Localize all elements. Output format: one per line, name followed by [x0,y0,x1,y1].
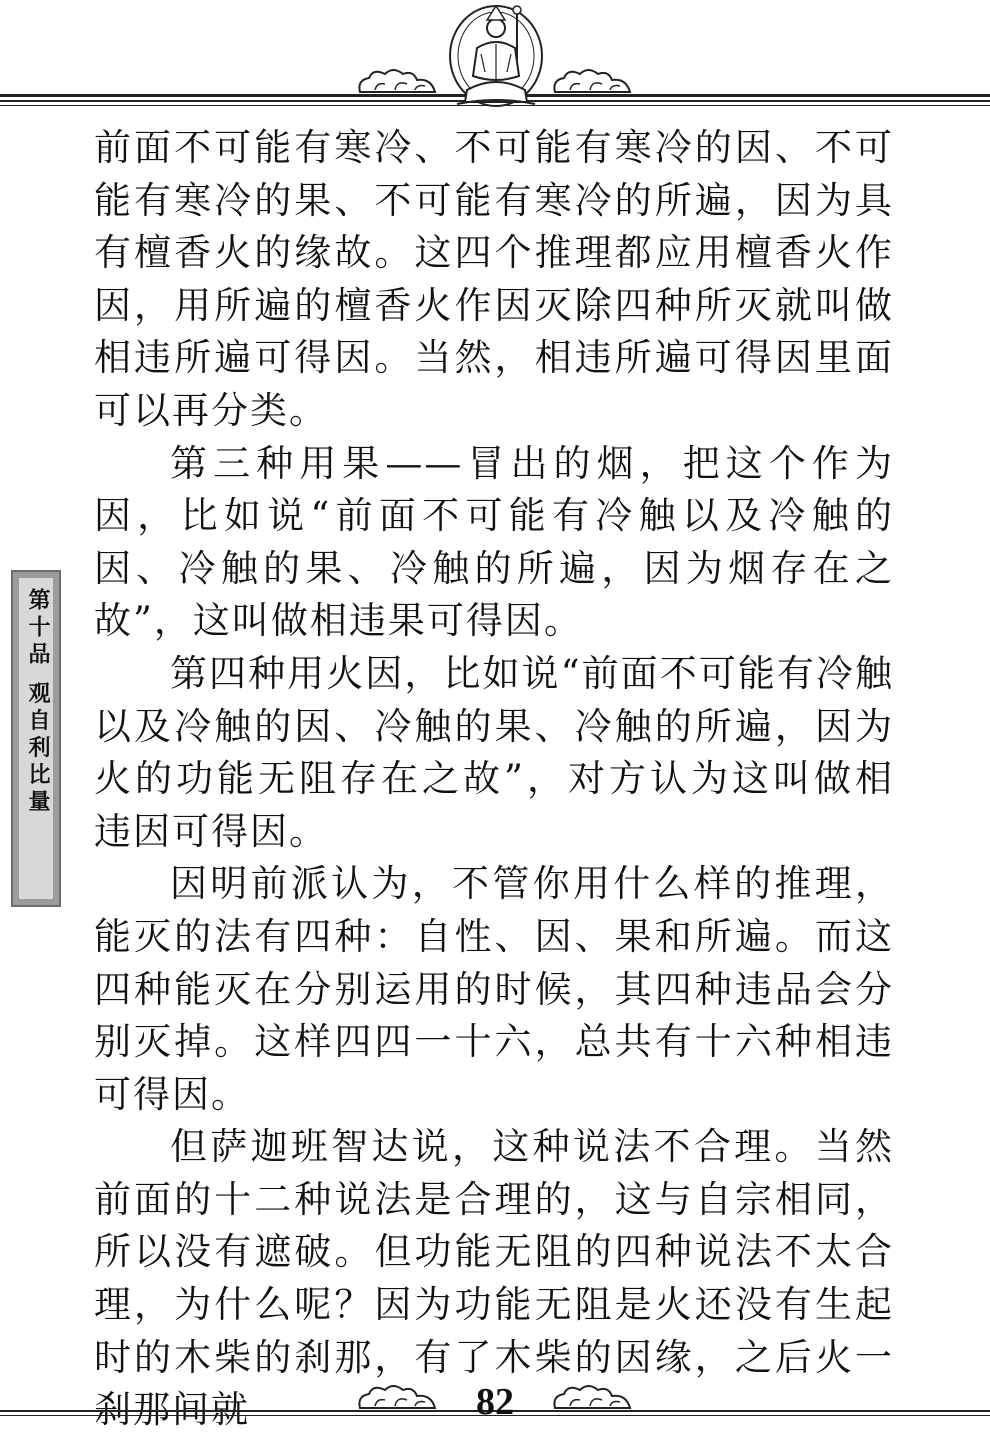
chapter-side-tab [11,570,61,907]
cloud-ornament-icon [355,66,440,96]
paragraph: 第三种用果——冒出的烟，把这个作为因，比如说“前面不可能有冷触以及冷触的因、冷触的果、冷触的所遍，因为烟存在之故”，这叫做相违果可得因。 [94,441,894,643]
paragraph: 但萨迦班智达说，这种说法不合理。当然前面的十二种说法是合理的，这与自宗相同，所以没有遮破。但功能无阻的四种说法不太合理，为什么呢？因为功能无阻是火还没有生起时的木柴的刹那，有了木柴的因缘，之后火一 [94,1125,894,1379]
paragraph: 第四种用火因，比如说“前面不可能有冷触以及冷触的因、冷触的果、冷触的所遍，因为火的功能无阻存在之故”，对方认为这叫做相违因可得因。 [94,651,894,853]
paragraph: 因明前派认为，不管你用什么样的推理，能灭的法有四种：自性、因、果和所遍。而这四种能灭在分别运用的时候，其四种违品会分别灭掉。这样四四一十六，总共有十六种相违可得因。 [94,862,894,1116]
page-body [94,122,894,1437]
deity-figure-icon [445,0,547,108]
page-header [0,0,990,112]
cloud-ornament-icon [550,66,635,96]
cloud-ornament-icon [550,1382,635,1412]
page-number: 82 [476,1381,514,1423]
cloud-ornament-icon [355,1382,440,1412]
chapter-title: 第十品 观自利比量 [25,588,51,817]
side-tab-panel [19,578,53,899]
paragraph: 前面不可能有寒冷、不可能有寒冷的因、不可能有寒冷的果、不可能有寒冷的所遍，因为具有檀香火的缘故。这四个推理都应用檀香火作因，用所遍的檀香火作因灭除四种所灭就叫做相违所遍可得因。当然，相违所遍可得因里面可以再分类。 [94,126,894,432]
